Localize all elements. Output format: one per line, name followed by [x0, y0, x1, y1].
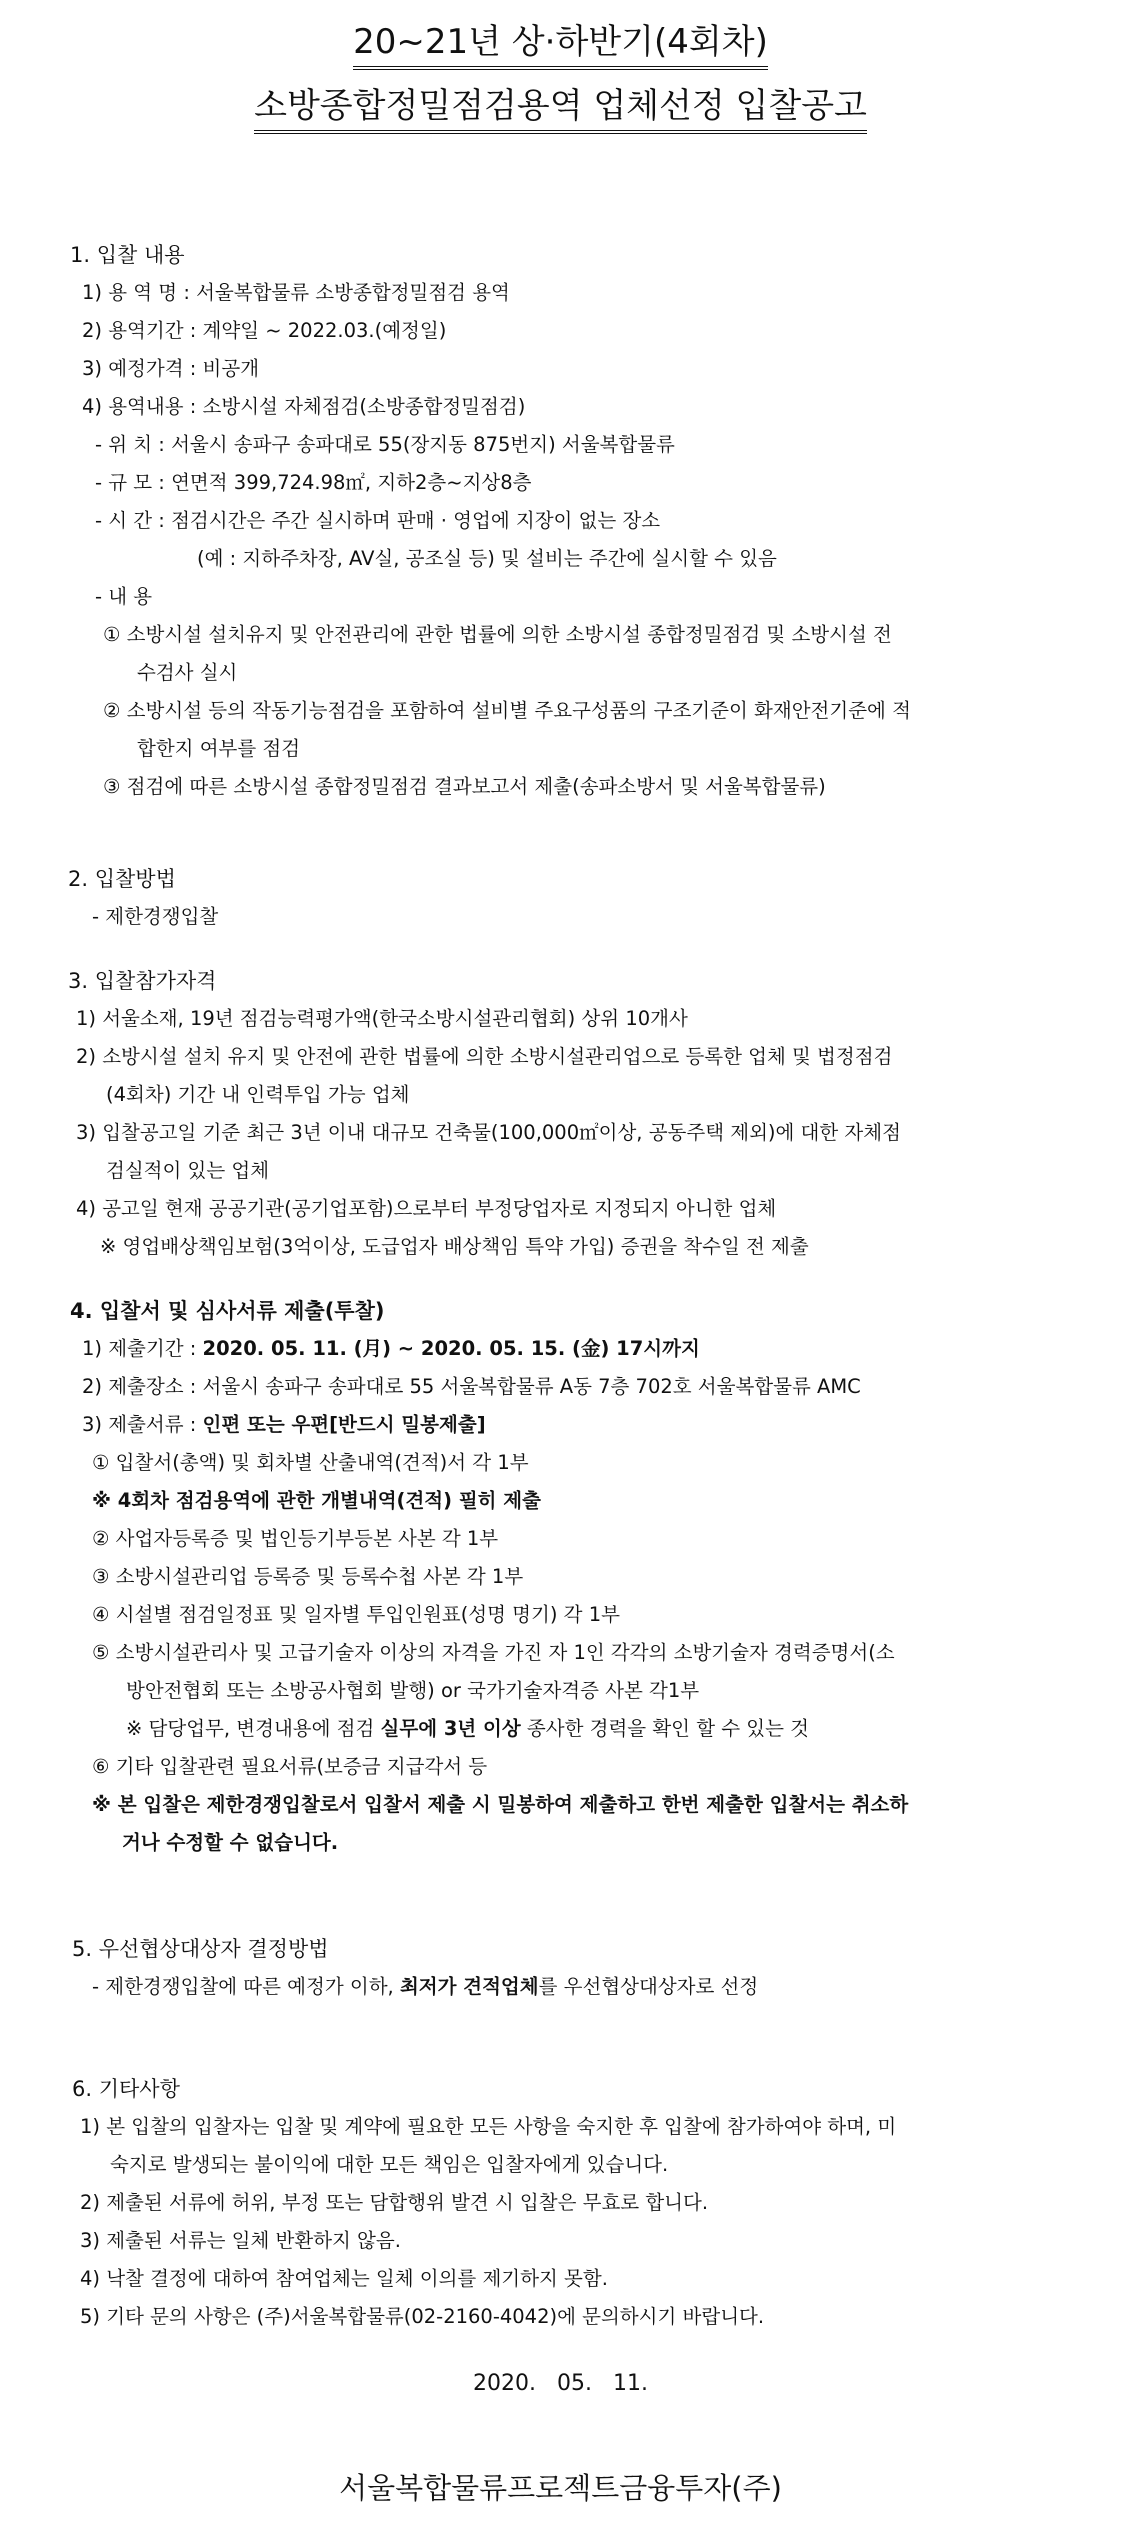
s6-line: 4) 낙찰 결정에 대하여 참여업체는 일체 이의를 제기하지 못함.: [80, 2267, 608, 2290]
section-5-heading: 5. 우선협상대상자 결정방법: [72, 1937, 329, 1961]
notice-date: 2020. 05. 11.: [473, 2371, 648, 2396]
section-2-heading: 2. 입찰방법: [68, 867, 176, 891]
s1-line: 1) 용 역 명 : 서울복합물류 소방종합정밀점검 용역: [82, 281, 510, 304]
s4-line: 1) 제출기간 : 2020. 05. 11. (月) ~ 2020. 05. 15. (金) 17시까지: [82, 1337, 700, 1360]
s1-line: ① 소방시설 설치유지 및 안전관리에 관한 법률에 의한 소방시설 종합정밀점검 및 소방시설 전: [103, 623, 892, 646]
s1-line: ③ 점검에 따른 소방시설 종합정밀점검 결과보고서 제출(송파소방서 및 서울복합물류): [103, 775, 826, 798]
issuer-name: 서울복합물류프로젝트금융투자(주): [339, 2471, 782, 2505]
s6-line: 5) 기타 문의 사항은 (주)서울복합물류(02-2160-4042)에 문의하시기 바랍니다.: [80, 2305, 765, 2328]
s4-line: ② 사업자등록증 및 법인등기부등본 사본 각 1부: [92, 1527, 499, 1550]
s1-line: 3) 예정가격 : 비공개: [82, 357, 260, 380]
s6-line: 1) 본 입찰의 입찰자는 입찰 및 계약에 필요한 모든 사항을 숙지한 후 입찰에 참가하여야 하며, 미: [80, 2115, 897, 2138]
s3-line: 검실적이 있는 업체: [106, 1159, 270, 1182]
s6-line: 3) 제출된 서류는 일체 반환하지 않음.: [80, 2229, 401, 2252]
s3-line: 3) 입찰공고일 기준 최근 3년 이내 대규모 건축물(100,000㎡이상, 공동주택 제외)에 대한 자체점: [76, 1121, 901, 1144]
section-4-heading: 4. 입찰서 및 심사서류 제출(투찰): [70, 1299, 385, 1323]
s3-line: (4회차) 기간 내 인력투입 가능 업체: [106, 1083, 410, 1106]
s4-line: 3) 제출서류 : 인편 또는 우편[반드시 밀봉제출]: [82, 1413, 486, 1436]
s1-line: - 내 용: [95, 585, 153, 608]
s1-line: - 위 치 : 서울시 송파구 송파대로 55(장지동 875번지) 서울복합물류: [95, 433, 675, 456]
s4-line: ※ 본 입찰은 제한경쟁입찰로서 입찰서 제출 시 밀봉하여 제출하고 한번 제출한 입찰서는 취소하: [92, 1793, 909, 1816]
s2-line: - 제한경쟁입찰: [92, 905, 219, 928]
s1-line: 2) 용역기간 : 계약일 ~ 2022.03.(예정일): [82, 319, 447, 342]
s6-line: 숙지로 발생되는 불이익에 대한 모든 책임은 입찰자에게 있습니다.: [110, 2153, 669, 2176]
s1-line: 수검사 실시: [137, 661, 238, 684]
title-line-2: 소방종합정밀점검용역 업체선정 입찰공고: [0, 86, 1121, 134]
s4-line: ⑥ 기타 입찰관련 필요서류(보증금 지급각서 등: [92, 1755, 488, 1778]
s4-line: ① 입찰서(총액) 및 회차별 산출내역(견적)서 각 1부: [92, 1451, 529, 1474]
s4-line: ※ 4회차 점검용역에 관한 개별내역(견적) 필히 제출: [92, 1489, 541, 1512]
section-1-heading: 1. 입찰 내용: [70, 243, 185, 267]
s4-line: ⑤ 소방시설관리사 및 고급기술자 이상의 자격을 가진 자 1인 각각의 소방기술자 경력증명서(소: [92, 1641, 895, 1664]
s3-line: 2) 소방시설 설치 유지 및 안전에 관한 법률에 의한 소방시설관리업으로 등록한 업체 및 법정점검: [76, 1045, 893, 1068]
s4-line: ③ 소방시설관리업 등록증 및 등록수첩 사본 각 1부: [92, 1565, 524, 1588]
s5-line: - 제한경쟁입찰에 따른 예정가 이하, 최저가 견적업체를 우선협상대상자로 선정: [92, 1975, 759, 1998]
section-6-heading: 6. 기타사항: [72, 2077, 180, 2101]
s1-line: 4) 용역내용 : 소방시설 자체점검(소방종합정밀점검): [82, 395, 526, 418]
s4-line: ④ 시설별 점검일정표 및 일자별 투입인원표(성명 명기) 각 1부: [92, 1603, 620, 1626]
s6-line: 2) 제출된 서류에 허위, 부정 또는 담합행위 발견 시 입찰은 무효로 합니다.: [80, 2191, 709, 2214]
s3-line: 1) 서울소재, 19년 점검능력평가액(한국소방시설관리협회) 상위 10개사: [76, 1007, 688, 1030]
title-line-1: 20~21년 상·하반기(4회차): [0, 22, 1121, 70]
s4-line: ※ 담당업무, 변경내용에 점검 실무에 3년 이상 종사한 경력을 확인 할 수 있는 것: [126, 1717, 809, 1740]
s1-line: - 규 모 : 연면적 399,724.98㎡, 지하2층~지상8층: [95, 471, 532, 494]
section-3-heading: 3. 입찰참가자격: [68, 969, 217, 993]
s3-line: 4) 공고일 현재 공공기관(공기업포함)으로부터 부정당업자로 지정되지 아니한 업체: [76, 1197, 777, 1220]
s4-line: 2) 제출장소 : 서울시 송파구 송파대로 55 서울복합물류 A동 7층 702호 서울복합물류 AMC: [82, 1375, 861, 1398]
s1-line: (예 : 지하주차장, AV실, 공조실 등) 및 설비는 주간에 실시할 수 있음: [197, 547, 777, 570]
s1-line: ② 소방시설 등의 작동기능점검을 포함하여 설비별 주요구성품의 구조기준이 화재안전기준에 적: [103, 699, 911, 722]
s4-line: 거나 수정할 수 없습니다.: [122, 1831, 339, 1854]
s1-line: 합한지 여부를 점검: [137, 737, 301, 760]
s4-line: 방안전협회 또는 소방공사협회 발행) or 국가기술자격증 사본 각1부: [126, 1679, 700, 1702]
s1-line: - 시 간 : 점검시간은 주간 실시하며 판매 · 영업에 지장이 없는 장소: [95, 509, 661, 532]
s3-line: ※ 영업배상책임보험(3억이상, 도급업자 배상책임 특약 가입) 증권을 착수일 전 제출: [100, 1235, 809, 1258]
